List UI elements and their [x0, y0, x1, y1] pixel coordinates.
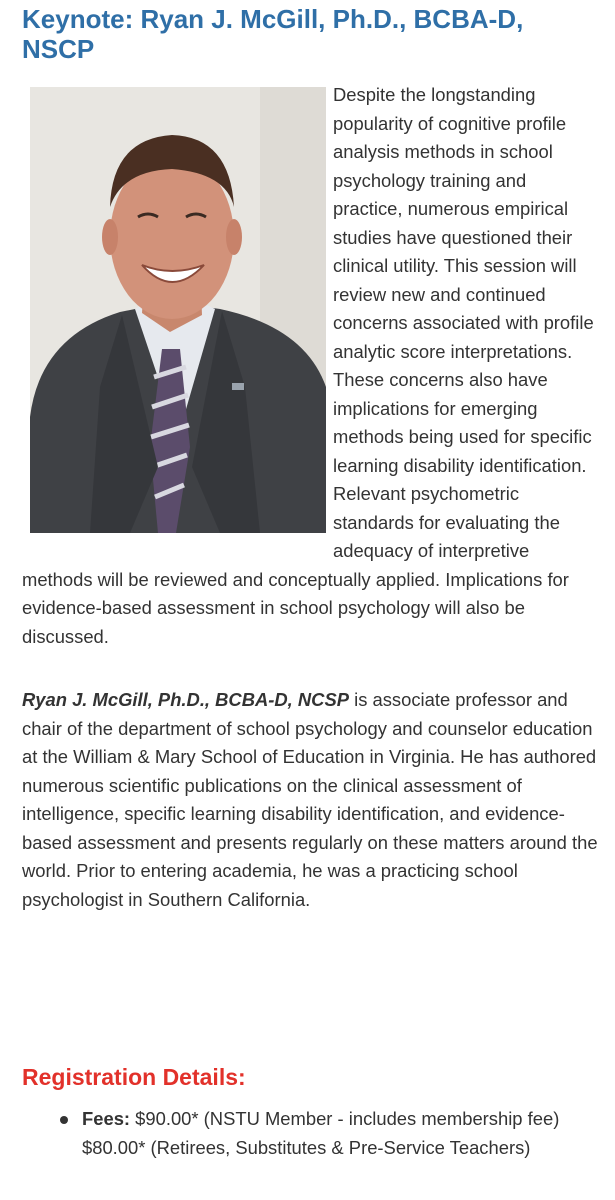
fee-line-retirees: $80.00* (Retirees, Substitutes & Pre-Service Teachers): [82, 1136, 531, 1158]
fees-item: [60, 1105, 600, 1162]
keynote-abstract: [22, 81, 600, 651]
registration-heading: Registration Details:: [22, 1064, 246, 1090]
speaker-bio: [22, 686, 602, 914]
photo-wrap-spacer: [22, 81, 333, 538]
speaker-bio-text: is associate professor and chair of the department of school psychology and counselor education at the William & Mary School of Education in Virginia. He has authored numerous scientific publications on the clinical assessment of intelligence, specific learning disability identification, and evidence-based assessment and presents regularly on these matters around the world. Prior to entering academia, he was a practicing school psychologist in Southern California.: [22, 689, 598, 910]
keynote-abstract-text: Despite the longstanding popularity of cognitive profile analysis methods in school psychology training and practice, numerous empirical studies have questioned their clinical utility. This session will review new and continued concerns associated with profile analytic score interpretations. These concerns also have implications for emerging methods being used for specific learning disability identification. Relevant psychometric standards for evaluating the adequacy of interpretive methods will be reviewed and conceptually applied. Implications for evidence-based assessment in school psychology will also be discussed.: [22, 84, 594, 647]
registration-list: [60, 1105, 600, 1162]
bullet-icon: [60, 1116, 68, 1124]
speaker-name: Ryan J. McGill, Ph.D., BCBA-D, NCSP: [22, 689, 349, 710]
fee-line-member: $90.00* (NSTU Member - includes membership fee): [130, 1108, 560, 1129]
keynote-title: Keynote: Ryan J. McGill, Ph.D., BCBA-D, NSCP: [22, 4, 524, 64]
fees-label: Fees:: [82, 1108, 131, 1129]
